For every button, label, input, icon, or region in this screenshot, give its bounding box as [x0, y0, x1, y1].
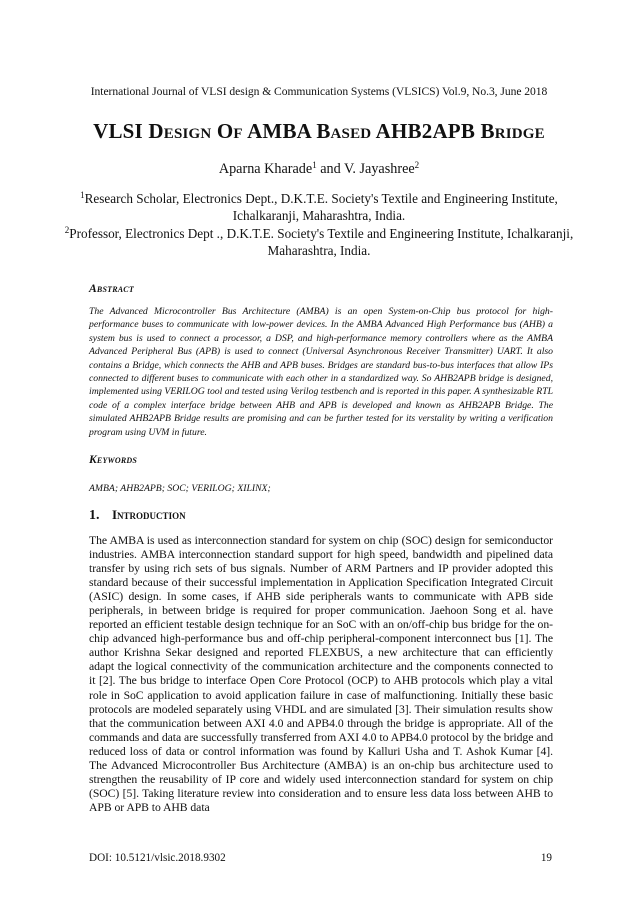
section-title: Introduction: [112, 507, 186, 522]
affiliation-text: Research Scholar, Electronics Dept., D.K.T.E. Society's Textile and Engineering Institute, Ichalkaranji, Maharashtra, India.: [84, 191, 558, 223]
abstract-text: The Advanced Microcontroller Bus Architecture (AMBA) is an open System-on-Chip bus protocol for high-performance buses to communicate with low-power devices. In the AMBA Advanced High Performance bus (AHB) a system bus is used to connect a processor, a DSP, and high-performance memory controllers where as the AMBA Advanced Peripheral Bus (APB) is used to connect (Universal Asynchronous Receiver Transmitter) UART. It also contains a Bridge, which connects the AHB and APB buses. Bridges are standard bus-to-bus interfaces that allow IPs connected to different buses to communicate with each other in a standardized way. So AHB2APB bridge is designed, implemented using VERILOG tool and tested using Verilog testbench and is reported in this paper. A synthesizable RTL code of a complex interface bridge between AHB and APB is developed and known as AHB2APB Bridge. The simulated AHB2APB Bridge results are promising and can be further tested for its verstality by writing a verification program using UVM in future.: [89, 306, 553, 438]
page-number: 19: [540, 852, 552, 864]
author-line: [0, 161, 638, 178]
keywords-text: AMBA; AHB2APB; SOC; VERILOG; XILINX;: [89, 483, 271, 494]
introduction-heading: [89, 507, 186, 524]
author-name: V. Jayashree: [344, 161, 415, 177]
affiliation-text: Professor, Electronics Dept ., D.K.T.E. Society's Textile and Engineering Institute, Ichalkaranji, Maharashtra, India.: [69, 226, 574, 258]
keywords-heading: Keywords: [89, 453, 138, 466]
running-header: International Journal of VLSI design & Communication Systems (VLSICS) Vol.9, No.3, June 2018: [90, 85, 548, 98]
affiliation-mark: 2: [64, 225, 70, 235]
paper-title: VLSI Design Of AMBA Based AHB2APB Bridge: [93, 119, 545, 143]
affiliation: [60, 226, 578, 259]
author-name: Aparna Kharade: [218, 161, 313, 177]
author-separator: and: [316, 161, 345, 177]
author-affil-mark: 2: [414, 160, 420, 170]
author-affil-mark: 1: [312, 160, 317, 170]
affiliation: [60, 191, 578, 224]
affiliation-mark: 1: [80, 190, 85, 200]
abstract-heading: Abstract: [89, 282, 134, 295]
section-number: 1.: [89, 508, 100, 523]
introduction-text: The AMBA is used as interconnection standard for system on chip (SOC) design for semiconductor industries. AMBA interconnection standard support for high speed, bandwidth and pipelined data transfer by using rich sets of bus signals. Number of ARM Partners and IP provider adopted this standard because of their successful implementation in Application Specification Integrated Circuit (ASIC) design. In some cases, if AHB side peripherals wants to communicate with APB side peripherals, in between bridge is required for proper communication. Jaehoon Song et al. have reported an efficient testable design technique for an SoC with an on/off-chip bus bridge for the on-chip advanced high-performance bus and off-chip peripheral-component interconnect bus [1]. The author Krishna Sekar designed and reported FLEXBUS, a new architecture that can efficiently adapt the logical connectivity of the communication architecture and the components connected to it [2]. The bus bridge to interface Open Core Protocol (OCP) to AHB protocols which play a vital role in SoC application to avoid application failure in case of malfunctioning. Initially these basic protocols are modeled separately using VHDL and are simulated [3]. Their simulation results show that the communication between AXI 4.0 and APB4.0 through the bridge is appropriate. All of the commands and data are successfully transferred from AXI 4.0 to APB4.0 protocol by the bridge and reduced loss of data or control information was found by Kalluri Usha and T. Ashok Kumar [4]. The Advanced Microcontroller Bus Architecture (AMBA) is an on-chip bus architecture used to strengthen the reusability of IP core and widely used interconnection standard for system on chip (SOC) [5]. Taking literature review into consideration and to ensure less data loss between AHB to APB or APB to AHB data: [89, 534, 553, 814]
footer-doi: DOI: 10.5121/vlsic.2018.9302: [89, 852, 226, 864]
